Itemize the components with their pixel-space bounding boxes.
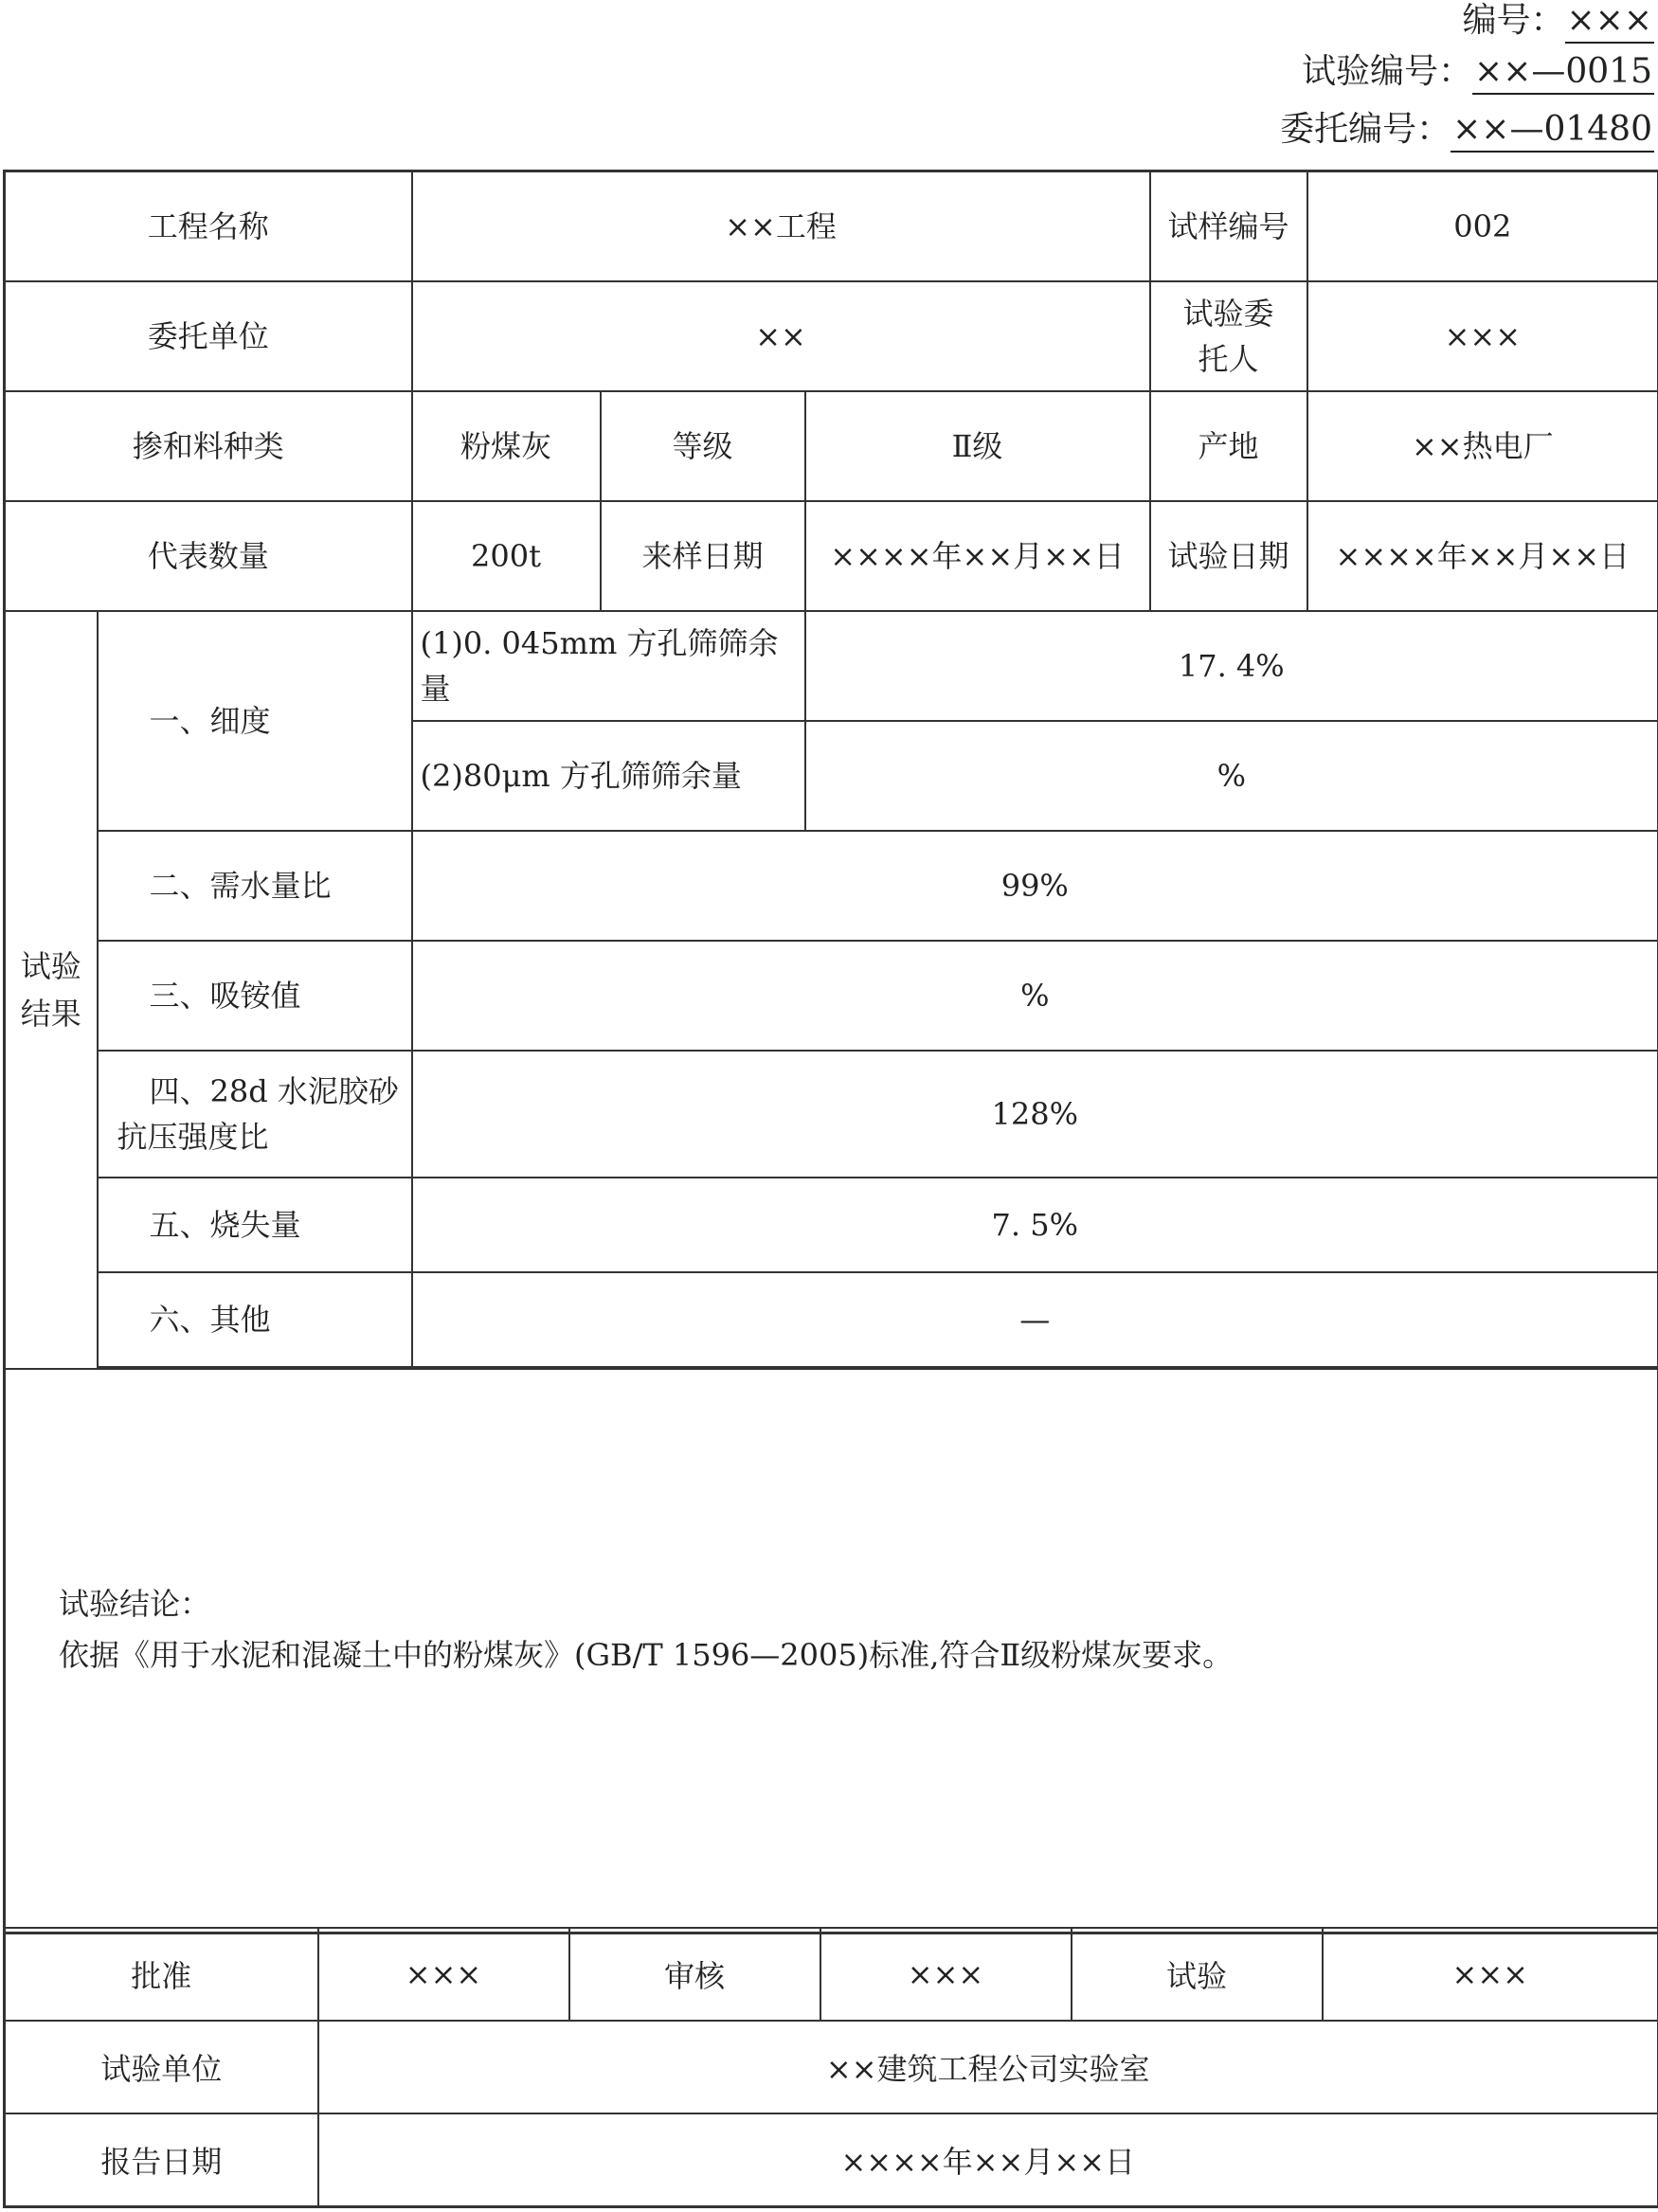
fineness-2-label: (2)80μm 方孔筛筛余量 <box>412 721 805 831</box>
origin-value: ××热电厂 <box>1307 391 1658 501</box>
review-value: ××× <box>820 1928 1072 2021</box>
other-label: 六、其他 <box>98 1272 412 1367</box>
report-date-label: 报告日期 <box>5 2113 318 2207</box>
table-row <box>5 1178 1658 1272</box>
test-date-label: 试验日期 <box>1150 501 1307 611</box>
strength-label-line1: 四、28d 水泥胶砂 <box>149 1072 399 1109</box>
doc-number-line <box>1462 0 1654 44</box>
conclusion-text: 依据《用于水泥和混凝土中的粉煤灰》(GB/T 1596—2005)标准,符合Ⅱ级粉煤灰要求。 <box>59 1636 1234 1673</box>
lab-value: ××建筑工程公司实验室 <box>318 2021 1658 2113</box>
loss-label: 五、烧失量 <box>98 1178 412 1272</box>
project-name-value: ××工程 <box>412 171 1150 281</box>
table-row <box>5 501 1658 611</box>
test-label: 试验 <box>1072 1928 1323 2021</box>
admixture-type-label: 掺和料种类 <box>5 391 412 501</box>
review-label: 审核 <box>569 1928 820 2021</box>
other-value: — <box>412 1272 1658 1367</box>
conclusion-title: 试验结论： <box>59 1585 211 1622</box>
table-row <box>5 391 1658 501</box>
origin-label: 产地 <box>1150 391 1307 501</box>
doc-number-value: ××× <box>1565 0 1655 44</box>
lab-label: 试验单位 <box>5 2021 318 2113</box>
table-row <box>5 1272 1658 1367</box>
ammonium-label: 三、吸铵值 <box>98 941 412 1051</box>
table-row <box>5 611 1658 721</box>
table-row <box>5 941 1658 1051</box>
fineness-1-value: 17. 4% <box>805 611 1658 721</box>
test-number-label: 试验编号： <box>1302 52 1473 91</box>
doc-number-label: 编号： <box>1462 1 1565 40</box>
table-row <box>5 1051 1658 1178</box>
test-value: ××× <box>1323 1928 1658 2021</box>
approve-value: ××× <box>318 1928 569 2021</box>
loss-value: 7. 5% <box>412 1178 1658 1272</box>
entrust-number-label: 委托编号： <box>1280 110 1451 149</box>
signature-table <box>3 1927 1658 2208</box>
client-value: ×× <box>412 281 1150 391</box>
strength-value: 128% <box>412 1051 1658 1178</box>
fineness-1-label: (1)0. 045mm 方孔筛筛余量 <box>412 611 805 721</box>
quantity-label: 代表数量 <box>5 501 412 611</box>
conclusion-cell <box>5 1369 1658 1933</box>
table-row <box>5 2021 1658 2113</box>
strength-label <box>98 1051 412 1178</box>
sample-no-value: 002 <box>1307 171 1658 281</box>
test-number-line <box>1302 51 1654 95</box>
entrust-number-value: ××—01480 <box>1451 109 1654 153</box>
water-ratio-label: 二、需水量比 <box>98 831 412 941</box>
table-row <box>5 281 1658 391</box>
test-number-value: ××—0015 <box>1472 51 1654 95</box>
water-ratio-value: 99% <box>412 831 1658 941</box>
sampling-date-value: ××××年××月××日 <box>805 501 1150 611</box>
ammonium-value: % <box>412 941 1658 1051</box>
table-row <box>5 1928 1658 2021</box>
table-row <box>5 2113 1658 2207</box>
quantity-value: 200t <box>412 501 601 611</box>
fineness-2-value: % <box>805 721 1658 831</box>
table-row <box>5 831 1658 941</box>
client-label: 委托单位 <box>5 281 412 391</box>
project-name-label: 工程名称 <box>5 171 412 281</box>
report-date-value: ××××年××月××日 <box>318 2113 1658 2207</box>
grade-value: Ⅱ级 <box>805 391 1150 501</box>
fineness-label: 一、细度 <box>98 611 412 831</box>
report-table <box>3 170 1658 1934</box>
test-client-value: ××× <box>1307 281 1658 391</box>
entrust-number-line <box>1280 109 1654 153</box>
grade-label: 等级 <box>601 391 805 501</box>
admixture-type-value: 粉煤灰 <box>412 391 601 501</box>
results-section-label: 试验结果 <box>5 611 98 1369</box>
table-row <box>5 171 1658 281</box>
test-date-value: ××××年××月××日 <box>1307 501 1658 611</box>
sampling-date-label: 来样日期 <box>601 501 805 611</box>
test-client-label: 试验委托人 <box>1150 281 1307 391</box>
sample-no-label: 试样编号 <box>1150 171 1307 281</box>
table-row <box>5 1369 1658 1933</box>
approve-label: 批准 <box>5 1928 318 2021</box>
strength-label-line2: 抗压强度比 <box>117 1118 269 1155</box>
